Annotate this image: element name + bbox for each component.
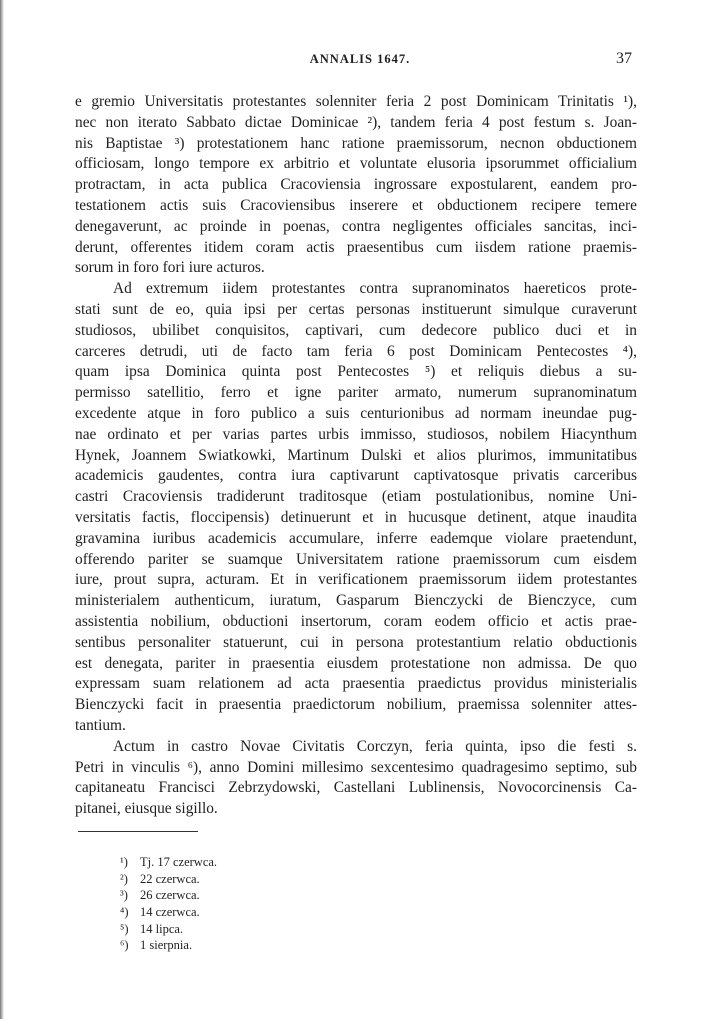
text-line: versitatis factis, floccipensis) detinuerunt et in hucusque detinent, atque inaudita — [75, 508, 637, 526]
footnote-text: 14 lipca. — [140, 921, 184, 936]
footnote — [120, 871, 217, 888]
text-line: Ad extremum iidem protestantes contra supranominatos haereticos prote- — [113, 280, 637, 298]
text-line: capitaneatu Francisci Zebrzydowski, Castellani Lublinensis, Novocorcinensis Ca- — [75, 779, 637, 797]
text-line: est denegata, pariter in praesentia eiusdem protestatione non admissa. De quo — [75, 654, 637, 672]
text-line: nae ordinato et per varias partes urbis immisso, studiosos, nobilem Hiacynthum — [75, 425, 637, 443]
text-line: Actum in castro Novae Civitatis Corczyn, feria quinta, ipso die festi s. — [113, 737, 637, 755]
page-header — [0, 50, 720, 70]
footnote — [120, 887, 217, 904]
running-title: ANNALIS 1647. — [309, 52, 411, 66]
text-line: Hynek, Joannem Swiatkowki, Martinum Dulski et alios plurimos, immunitatibus — [75, 446, 637, 464]
text-line: permisso satellitio, ferro et igne pariter armato, numerum supranominatum — [75, 384, 637, 402]
footnote-number: ¹) — [120, 855, 128, 869]
text-line: carceres detrudi, uti de facto tam feria 6 post Dominicam Pentecostes ⁴), — [75, 342, 637, 360]
text-line: academicis gaudentes, contra iura captivarunt captivatosque privatis carceribus — [75, 467, 637, 485]
footnote-divider — [78, 831, 198, 832]
text-line: tantium. — [75, 716, 126, 734]
text-line: derunt, offerentes itidem coram actis praesentibus cum iisdem ratione praemis- — [75, 238, 637, 256]
text-line: sorum in foro fori iure acturos. — [75, 259, 265, 277]
text-line: stati sunt de eo, quia ipsi per certas personas instituerunt simulque curaverunt — [75, 300, 637, 318]
text-line: sentibus personaliter statuerunt, cui in persona protestantium relatio obductionis — [75, 633, 637, 651]
text-line: Bienczycki facit in praesentia praedictorum nobilium, praemissa solenniter attes- — [75, 696, 637, 714]
text-line: officiosam, longo tempore ex arbitrio et voluntate elusoria ipsorummet officialium — [75, 155, 637, 173]
footnote-number: ⁵) — [120, 921, 129, 936]
footnotes — [120, 854, 217, 954]
text-line: expressam suam relationem ad acta praesentia praedictus providus ministerialis — [75, 675, 637, 693]
text-line: offerendo pariter se suamque Universitatem ratione praemissorum cum eisdem — [75, 550, 637, 568]
text-line: castri Cracoviensis tradiderunt traditosque (etiam postulationibus, nomine Uni- — [75, 488, 637, 506]
page-edge — [0, 0, 4, 1019]
text-line: gravamina iuribus academicis accumulare, inferre eademque violare praetendunt, — [75, 529, 637, 547]
text-line: denegaverunt, ac proinde in poenas, contra negligentes officiales sancitas, inci- — [75, 217, 637, 235]
page-number: 37 — [616, 50, 632, 67]
footnote-text: 1 sierpnia. — [140, 938, 193, 953]
footnote — [120, 854, 217, 871]
text-line: excedente atque in foro publico a suis centurionibus ad normam ineundae pug- — [75, 404, 637, 422]
text-line: nis Baptistae ³) protestationem hanc ratione praemissorum, necnon obductionem — [75, 134, 637, 152]
footnote-text: 22 czerwca. — [140, 871, 200, 886]
text-line: ministerialem authenticum, iuratum, Gasparum Bienczycki de Bienczyce, cum — [75, 592, 637, 610]
footnote — [120, 921, 217, 938]
footnote-text: Tj. 17 czerwca. — [140, 855, 218, 869]
text-line: nec non iterato Sabbato dictae Dominicae ²), tandem feria 4 post festum s. Joan- — [75, 113, 637, 131]
footnote-number: ²) — [120, 871, 128, 886]
footnote — [120, 904, 217, 921]
footnote-number: ⁴) — [120, 905, 129, 920]
text-line: e gremio Universitatis protestantes solenniter feria 2 post Dominicam Trinitatis ¹), — [75, 93, 637, 110]
text-line: studiosos, ubilibet conquisitos, captivari, cum dedecore publico duci et in — [75, 321, 637, 339]
text-line: Petri in vinculis ⁶), anno Domini millesimo sexcentesimo quadragesimo septimo, sub — [75, 758, 637, 776]
footnote-text: 14 czerwca. — [140, 905, 200, 920]
text-line: protractam, in acta publica Cracoviensia ingrossare expostularent, eandem pro- — [75, 176, 637, 194]
text-line: assistentia nobilium, obductioni insertorum, coram eodem officio et actis prae- — [75, 612, 637, 630]
footnote — [120, 937, 217, 954]
footnote-number: ⁶) — [120, 938, 129, 953]
text-line: pitanei, eiusque sigillo. — [75, 800, 218, 818]
footnote-text: 26 czerwca. — [140, 888, 200, 903]
main-text — [75, 92, 637, 820]
text-line: quam ipsa Dominica quinta post Pentecostes ⁵) et reliquis diebus a su- — [75, 363, 637, 381]
footnote-number: ³) — [120, 888, 128, 903]
text-line: iure, prout supra, acturam. Et in verificationem praemissorum iidem protestantes — [75, 571, 637, 589]
text-line: testationem actis suis Cracoviensibus inserere et obductionem recipere temere — [75, 196, 637, 214]
